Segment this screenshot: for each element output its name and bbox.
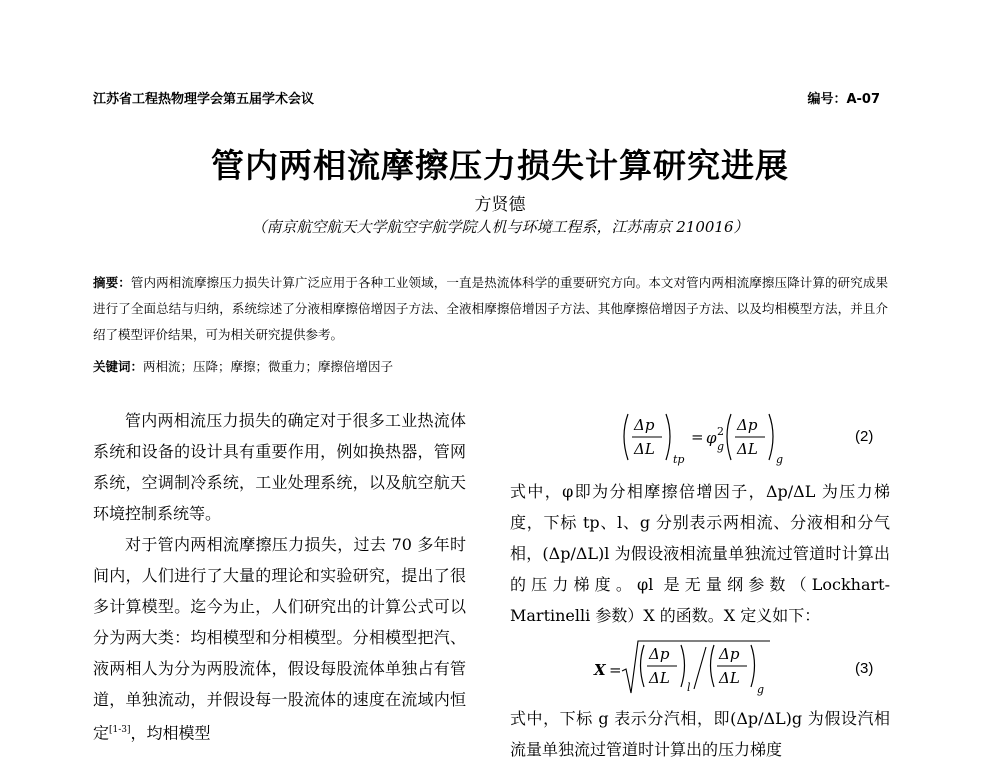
equation-2 xyxy=(510,408,890,470)
eq3-number: (3) xyxy=(855,660,874,677)
abstract-label: 摘要： xyxy=(93,275,131,290)
eq2-phi: φ xyxy=(706,429,717,447)
equation-3 xyxy=(510,635,890,701)
eq2-rhs-subscript: g xyxy=(776,453,784,466)
eq3-x: X xyxy=(594,661,606,679)
eq3-sub-l: l xyxy=(687,681,691,694)
svg-text:=: = xyxy=(691,428,704,446)
equation-3-formula xyxy=(510,635,890,701)
abstract xyxy=(93,270,888,348)
citation-ref: [1-3] xyxy=(109,725,131,735)
eq2-lhs-denominator: ΔL xyxy=(634,440,655,458)
eq3-sub-g: g xyxy=(757,683,765,696)
eq3-num-2: Δp xyxy=(719,645,740,663)
left-paragraph-1: 管内两相流压力损失的确定对于很多工业热流体系统和设备的设计具有重要作用，例如换热器，管网系统，空调制冷系统，工业处理系统，以及航空航天环境控制系统等。 xyxy=(93,411,466,523)
eq2-lhs-numerator: Δp xyxy=(634,416,655,434)
keywords-label: 关键词： xyxy=(93,359,144,374)
eq2-number: (2) xyxy=(855,428,874,445)
eq2-rhs-numerator: Δp xyxy=(737,416,758,434)
eq3-den-2: ΔL xyxy=(719,669,740,687)
eq3-den-1: ΔL xyxy=(649,669,670,687)
left-paragraph-2-tail: ，均相模型 xyxy=(130,723,211,743)
affiliation: （南京航空航天大学航空宇航学院人机与环境工程系，江苏南京 210016） xyxy=(251,218,749,236)
conference-name: 江苏省工程热物理学会第五届学术会议 xyxy=(93,92,315,107)
paper-title: 管内两相流摩擦压力损失计算研究进展 xyxy=(211,146,789,185)
eq3-num-1: Δp xyxy=(649,645,670,663)
paper-id: 编号：A-07 xyxy=(807,92,880,107)
eq2-rhs-denominator: ΔL xyxy=(737,440,758,458)
eq2-lhs-subscript: tp xyxy=(673,453,685,466)
author: 方贤德 xyxy=(474,195,526,215)
right-paragraph-1: 式中，φ即为分相摩擦倍增因子，Δp/ΔL 为压力梯度，下标 tp、l、g 分别表示两相流、分液相和分气相，(Δp/ΔL)l 为假设液相流量单独流过管道时计算出的压力梯度。φl 是无量纲参数（Lockhart-Martinelli 参数）X 的函数。X 定义如下： xyxy=(510,482,890,625)
eq2-phi-superscript: 2 xyxy=(717,425,724,438)
keywords-text: 两相流；压降；摩擦；微重力；摩擦倍增因子 xyxy=(143,359,394,374)
abstract-text: 管内两相流摩擦压力损失计算广泛应用于各种工业领域，一直是热流体科学的重要研究方向。本文对管内两相流摩擦压降计算的研究成果进行了全面总结与归纳，系统综述了分液相摩擦倍增因子方法、全液相摩擦倍增因子方法、其他摩擦倍增因子方法、以及均相模型方法，并且介绍了模型评价结果，可为相关研究提供参考。 xyxy=(93,275,888,342)
left-column xyxy=(93,405,466,748)
right-paragraph-2: 式中，下标 g 表示分汽相，即(Δp/ΔL)g 为假设汽相流量单独流过管道时计算出的压力梯度 xyxy=(510,709,890,759)
svg-text:=: = xyxy=(609,661,622,679)
left-paragraph-2-text: 对于管内两相流摩擦压力损失，过去 70 多年时间内，人们进行了大量的理论和实验研究，提出了很多计算模型。迄今为止，人们研究出的计算公式可以分为两大类：均相模型和分相模型。分相模型把汽、液两相人为分为两股流体，假设每股流体单独占有管道，单独流动，并假设每一股流体的速度在流域内恒定 xyxy=(93,535,466,743)
keywords xyxy=(93,357,393,375)
right-column xyxy=(510,408,890,765)
eq2-phi-subscript: g xyxy=(717,440,725,453)
left-paragraph-2 xyxy=(93,529,466,748)
equation-2-formula xyxy=(510,408,890,470)
